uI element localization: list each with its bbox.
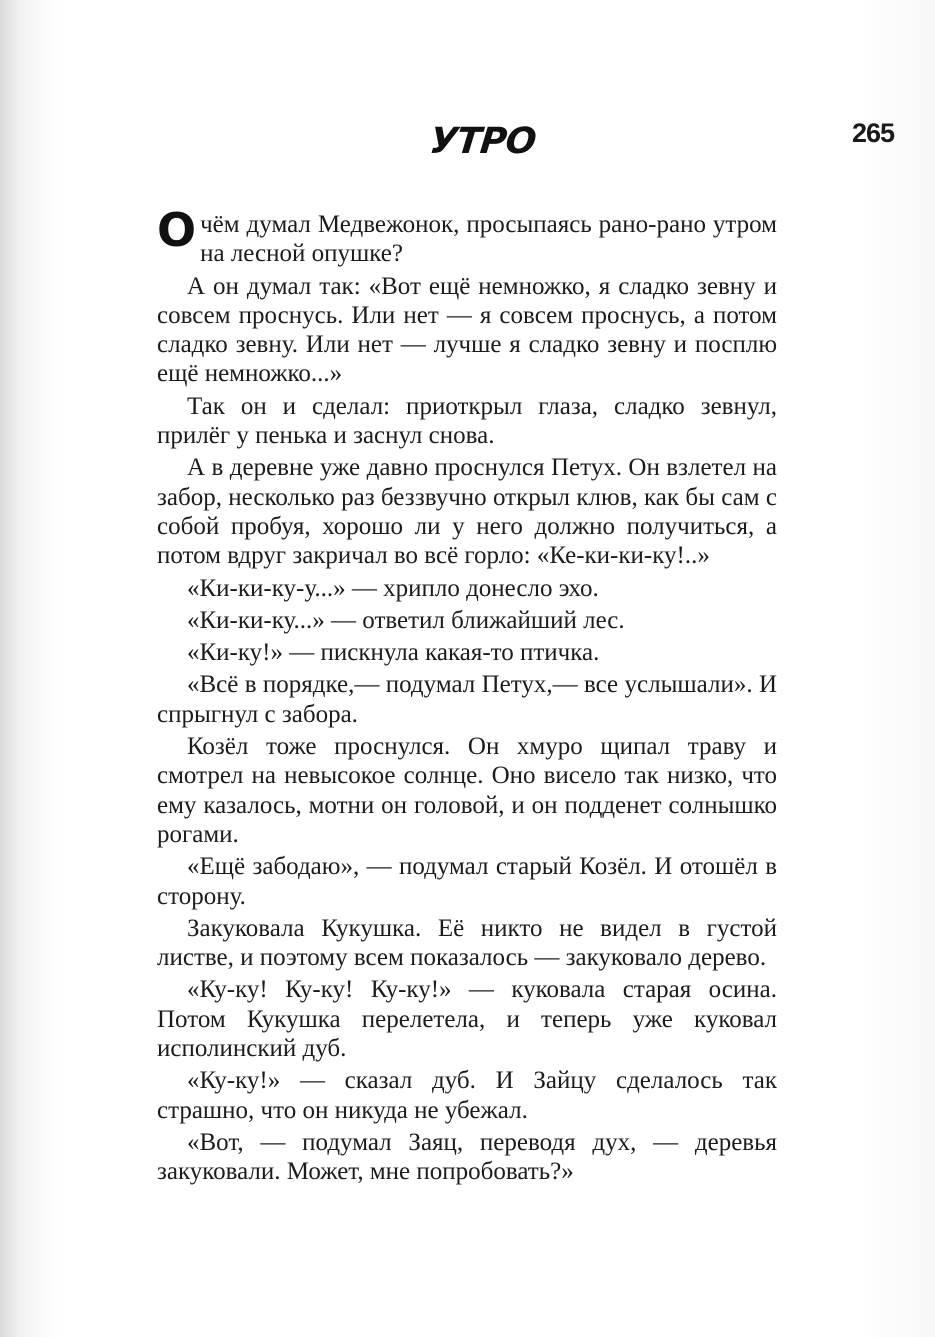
chapter-title: УТРО: [427, 121, 538, 162]
paragraph-5: «Ки-ки-ку-у...» — хрипло донесло эхо.: [187, 574, 599, 602]
page-number: 265: [852, 118, 895, 148]
paragraph-11: Закуковала Кукушка. Её никто не видел в густой листве, и поэтому всем показалось — закуковало дерево.: [157, 914, 777, 972]
paragraph-8: «Всё в порядке,— подумал Петух,— все услышали». И спрыгнул с забора.: [157, 671, 777, 728]
paragraph-text: чём думал Медвежонок, просыпаясь рано-рано утром на лесной опушке?: [200, 211, 777, 268]
paragraph-12: «Ку-ку! Ку-ку! Ку-ку!» — куковала старая осина. Потом Кукушка перелетела, и теперь уже куковал исполинский дуб.: [157, 976, 777, 1063]
paragraph-14: «Вот, — подумал Заяц, переводя дух, — деревья закуковали. Может, мне попробовать?»: [157, 1128, 777, 1186]
story-text: [157, 203, 777, 1190]
paragraph-10: «Ещё забодаю», — подумал старый Козёл. И отошёл в сторону.: [157, 853, 777, 910]
paragraph-13: «Ку-ку!» — сказал дуб. И Зайцу сделалось так страшно, что он никуда не убежал.: [157, 1067, 777, 1124]
drop-cap: О: [157, 203, 197, 257]
paragraph-7: «Ки-ку!» — пискнула какая-то птичка.: [187, 639, 600, 667]
paragraph-6: «Ки-ки-ку...» — ответил ближайший лес.: [187, 606, 625, 634]
paragraph-4: А в деревне уже давно проснулся Петух. Он взлетел на забор, несколько раз беззвучно открыл клюв, как бы сам с собой пробуя, хорошо ли у него должно получиться, а потом вдруг закричал во всё горло: «Ке-ки-ки-ку!..»: [157, 454, 777, 570]
binding-shadow: [0, 0, 70, 1337]
paragraph-3: Так он и сделал: приоткрыл глаза, сладко зевнул, прилёг у пенька и заснул снова.: [157, 392, 777, 450]
paragraph-1: [157, 203, 777, 269]
paragraph-9: Козёл тоже проснулся. Он хмуро щипал траву и смотрел на невысокое солнце. Оно висело так низко, что ему казалось, мотни он головой, и он подденет солнышко рогами.: [157, 733, 777, 848]
paragraph-2: А он думал так: «Вот ещё немножко, я сладко зевну и совсем проснусь. Или нет — я совсем проснусь, а потом сладко зевну. Или нет — лучше я сладко зевну и посплю ещё немножко...»: [157, 272, 777, 388]
